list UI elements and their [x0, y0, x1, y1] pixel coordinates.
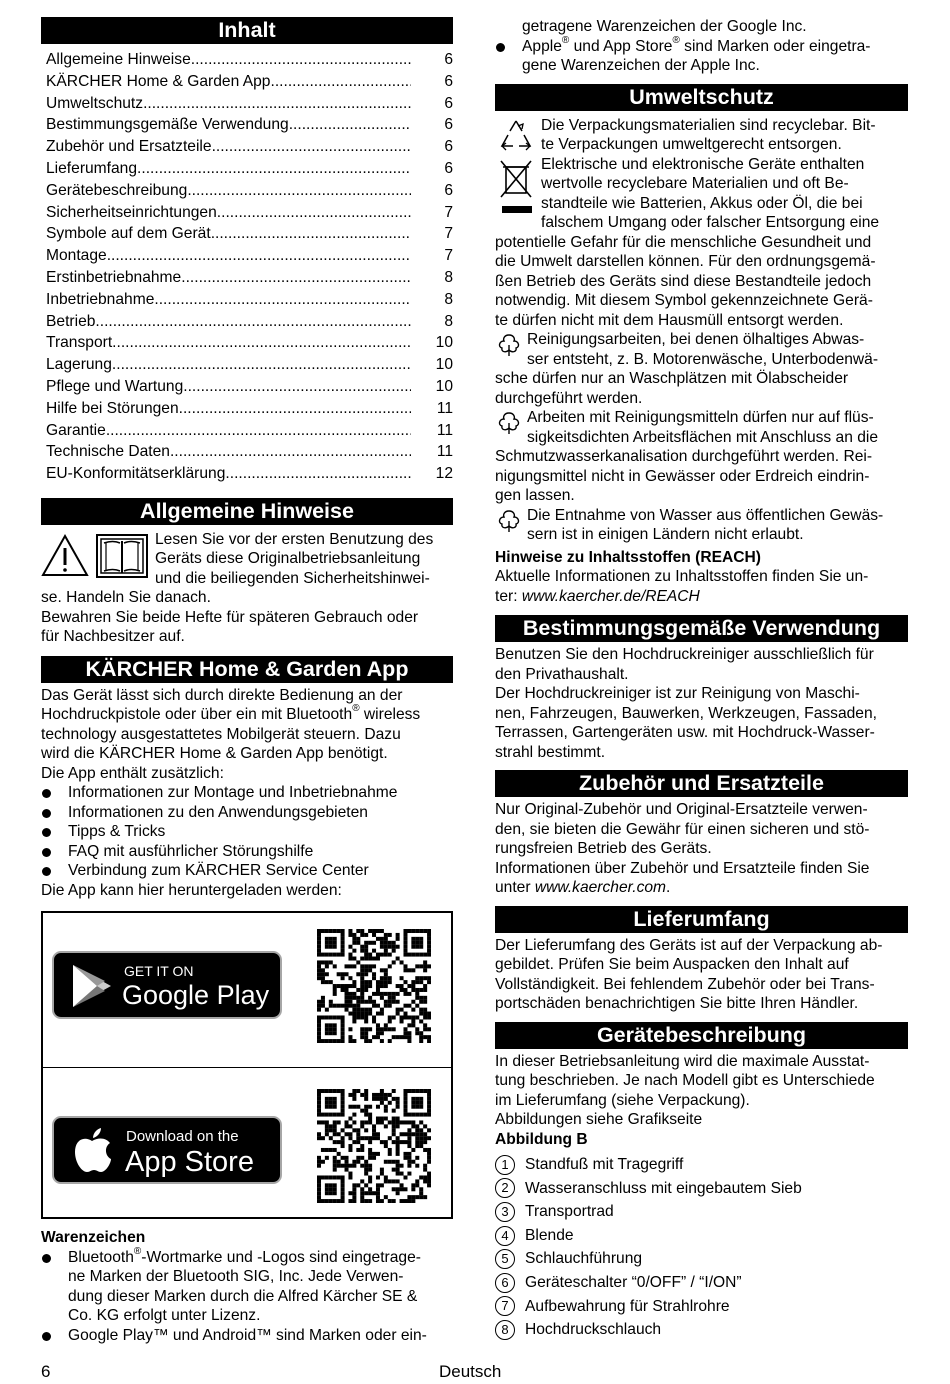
figure-reference: Abbildung B [495, 1130, 588, 1148]
toc-entry[interactable] [46, 441, 453, 463]
item-label: Geräteschalter “0/OFF” / “I/ON” [525, 1274, 742, 1292]
list-item [495, 1177, 908, 1201]
toc-entry-title: Symbole auf dem Gerät [46, 225, 211, 243]
toc-entry[interactable] [46, 158, 453, 180]
google-play-badge[interactable]: GET IT ON Google Play [52, 951, 282, 1019]
toc-entry-page: 8 [444, 268, 453, 286]
toc-leader-dots [187, 180, 411, 202]
toc-leader-dots [181, 267, 411, 289]
toc-entry-title: Inbetriebnahme [46, 290, 155, 308]
parts-list [495, 1153, 908, 1342]
item-label: Aufbewahrung für Strahlrohre [525, 1297, 730, 1315]
toc-entry[interactable] [46, 332, 453, 354]
list-item: Verbindung zum KÄRCHER Service Center [41, 861, 453, 881]
toc-entry[interactable] [46, 114, 453, 136]
toc-leader-dots [225, 463, 411, 485]
lieferumfang-text: Der Lieferumfang des Geräts ist auf der Verpackung ab- gebildet. Prüfen Sie beim Auspacken den Inhalt auf Vollständigkeit. Bei fehlendem Zubehör oder bei Trans- portschäden benachrichtigen Sie bitte Ihren Händler. [495, 936, 883, 1012]
toc-entry[interactable] [46, 93, 453, 115]
toc-leader-dots [211, 223, 411, 245]
list-item: Tipps & Tricks [41, 822, 453, 842]
environment-tree-icon [496, 509, 522, 533]
toc-leader-dots [137, 158, 411, 180]
toc-entry-title: Technische Daten [46, 443, 170, 461]
item-number-circle: 3 [495, 1202, 515, 1222]
app-text: Das Gerät lässt sich durch direkte Bedienung an der Hochdruckpistole oder über ein mit Bluetooth® wireless technology ausgestattetes Mobilgerät steuern. Dazu wird die KÄRCHER Home & Garden App benötigt. Die App enthält zusätzlich: Informationen zur Montage und Inbetriebnahme Informationen zu den Anwendungsgebieten Tipps & Tricks FAQ mit ausführlicher Störungshilfe Verbindung zum KÄRCHER Service Center Die App kann hier heruntergeladen werden: [41, 686, 453, 901]
table-of-contents [41, 47, 453, 485]
toc-entry[interactable] [46, 463, 453, 485]
toc-entry-page: 6 [444, 181, 453, 199]
toc-entry[interactable] [46, 180, 453, 202]
toc-leader-dots [112, 354, 411, 376]
toc-entry-title: EU-Konformitätserklärung [46, 465, 226, 483]
item-number-circle: 1 [495, 1155, 515, 1175]
right-column: getragene Warenzeichen der Google Inc. Apple® und App Store® sind Marken oder eingetra- gene Warenzeichen der Apple Inc. Umweltschutz Die Verpackungsmaterialien sind recyclebar. Bit- te Verpackungen umweltgerecht entsorgen. Elektrische und elektronische Geräte enthalten wertvolle recyclebare Materialien und oft Be- standteile wie Batterien, Akkus oder Öl, die bei falschem Umgang oder falscher Entsorgung eine potentielle Gefahr für die menschliche Gesundheit und die Umwelt darstellen können. Für den ordnungsgemä- ßen Betrieb des Geräts sind diese Bestandteile jedoch notwendig. Mit diesem Symbol gekennzeichnete Gerä- te dürfen nicht mit dem Hausmüll entsorgt werden. Reinigungsarbeiten, bei denen ölhaltiges Abwas- ser entsteht, z. B. Motorenwäsche, Unterbodenwä- sche dürfen nur an Waschplätzen mit Ölabscheider durchgeführt werden. Arbeiten mit Reinigungsmitteln dürfen nur auf flüs- sigkeitsdichten Arbeitsflächen mit Anschluss an die Schmutzwasserkanalisation durchgeführt werden. Rei- nigungsmittel nicht in Gewässer oder Erdreich eindrin- gen lassen. Die Entnahme von Wasser aus öffentlichen Gewäs- sern ist in einigen Ländern nicht erlaubt. Hinweise zu Inhaltsstoffen (REACH) Aktuelle Informationen zu Inhaltsstoffen finden Sie un- ter: www.kaercher.de/REACH Bestimmungsgemäße Verwendung Benutzen Sie den Hochdruckreiniger ausschließlich für den Privathaushalt. Der Hochdruckreiniger ist zur Reinigung von Maschi- nen, Fahrzeugen, Bauwerken, Werkzeugen, Fassaden, Terrassen, Gartengeräten usw. mit Hochdruck-Wasser- strahl bestimmt. Zubehör und Ersatzteile Nur Original-Zubehör und Original-Ersatzteile verwen- den, sie bieten die Gewähr für einen sicheren und stö- rungsfreien Betrieb des Geräts. Informationen über Zubehör und Ersatzteile finden Sie unter www.kaercher.com. Lieferumfang Der Lieferumfang des Geräts ist auf der Verpackung ab- gebildet. Prüfen Sie beim Auspacken den Inhalt auf Vollständigkeit. Bei fehlendem Zubehör oder bei Trans- portschäden benachrichtigen Sie bitte Ihren Händler. Gerätebeschreibung In dieser Betriebsanleitung wird die maximale Ausstat- tung beschrieben. Je nach Modell gibt es Unterschiede im Lieferumfang (siehe Verpackung). Abbildungen siehe Grafikseite Abbildung B 1 Standfuß mit Tragegriff 2 Wasseranschluss mit eingebautem Sieb 3 Transportrad 4 Blende 5 Schlauchführung 6 Geräteschalter “0/OFF” / “I/ON” 7 Aufbewahrung für Strahlrohre 8 Hochdruckschlauch [495, 17, 908, 1342]
reach-link[interactable]: www.kaercher.de/REACH [521, 587, 700, 605]
page-number: 6 [41, 1362, 51, 1381]
geraetebeschreibung-text: In dieser Betriebsanleitung wird die maximale Ausstat- tung beschrieben. Je nach Modell gibt es Unterschiede im Lieferumfang (siehe Verpackung). Abbildungen siehe Grafikseite Abbildung B 1 Standfuß mit Tragegriff 2 Wasseranschluss mit eingebautem Sieb 3 Transportrad 4 Blende 5 Schlauchführung 6 Geräteschalter “0/OFF” / “I/ON” 7 Aufbewahrung für Strahlrohre 8 Hochdruckschlauch [495, 1052, 908, 1342]
list-item: Bluetooth®-Wortmarke und -Logos sind eingetrage- [41, 1248, 453, 1268]
item-number-circle: 6 [495, 1273, 515, 1293]
zubehoer-text: Nur Original-Zubehör und Original-Ersatzteile verwen- den, sie bieten die Gewähr für einen sicheren und stö- rungsfreien Betrieb des Geräts. Informationen über Zubehör und Ersatzteile finden Sie unter www.kaercher.com. [495, 801, 870, 896]
section-heading-app: KÄRCHER Home & Garden App [41, 656, 453, 683]
qr-code-app-store [317, 1089, 431, 1203]
reach-heading: Hinweise zu Inhaltsstoffen (REACH) [495, 548, 761, 566]
toc-entry-title: Sicherheitseinrichtungen [46, 203, 217, 221]
toc-leader-dots [112, 332, 411, 354]
list-item: FAQ mit ausführlicher Störungshilfe [41, 842, 453, 862]
box-divider [43, 1067, 451, 1068]
recycling-icon [497, 118, 535, 154]
toc-entry-page: 10 [435, 356, 453, 374]
toc-entry[interactable] [46, 354, 453, 376]
crossed-out-bin-icon [497, 157, 535, 217]
item-label: Hochdruckschlauch [525, 1321, 662, 1339]
item-label: Wasseranschluss mit eingebautem Sieb [525, 1179, 802, 1197]
apple-icon [70, 1125, 114, 1175]
toc-entry-title: Allgemeine Hinweise [46, 51, 191, 68]
item-number-circle: 7 [495, 1296, 515, 1316]
toc-entry-title: Gerätebeschreibung [46, 181, 188, 199]
list-item: Informationen zu den Anwendungsgebieten [41, 803, 453, 823]
item-label: Standfuß mit Tragegriff [525, 1156, 684, 1174]
list-item [495, 1247, 908, 1271]
toc-entry-title: Hilfe bei Störungen [46, 399, 179, 417]
section-heading-zubehoer: Zubehör und Ersatzteile [495, 770, 908, 797]
toc-entry-title: Umweltschutz [46, 94, 144, 112]
toc-entry-title: KÄRCHER Home & Garden App [46, 72, 271, 90]
toc-entry-page: 11 [436, 443, 453, 461]
warning-and-manual-icons [41, 533, 149, 581]
toc-entry[interactable] [46, 376, 453, 398]
toc-leader-dots [212, 136, 411, 158]
toc-leader-dots [191, 49, 411, 71]
toc-entry[interactable] [46, 267, 453, 289]
list-item: Google Play™ und Android™ sind Marken oder ein- [41, 1326, 453, 1346]
app-store-badge[interactable]: Download on the App Store [52, 1116, 282, 1184]
toc-entry-page: 6 [444, 94, 453, 112]
toc-entry-title: Montage [46, 247, 107, 265]
item-number-circle: 4 [495, 1226, 515, 1246]
item-number-circle: 8 [495, 1320, 515, 1340]
section-heading-umweltschutz: Umweltschutz [495, 84, 908, 111]
toc-entry-page: 7 [444, 225, 453, 243]
list-item [495, 1295, 908, 1319]
toc-entry-title: Bestimmungsgemäße Verwendung [46, 116, 289, 134]
list-item [495, 1318, 908, 1342]
toc-entry-page: 12 [435, 465, 453, 483]
toc-heading: Inhalt [41, 17, 453, 44]
toc-entry-page: 6 [444, 72, 453, 90]
section-heading-allgemeine-hinweise: Allgemeine Hinweise [41, 498, 453, 525]
allgemeine-hinweise-text: Lesen Sie vor der ersten Benutzung des Geräts diese Originalbetriebsanleitung und die beiliegenden Sicherheitshinwei- se. Handeln Sie danach. Bewahren Sie beide Hefte für späteren Gebrauch oder für Nachbesitzer auf. [41, 530, 434, 646]
list-item [495, 1224, 908, 1248]
qr-code-google-play [317, 929, 431, 1043]
toc-entry[interactable] [46, 245, 453, 267]
bestimmung-text: Benutzen Sie den Hochdruckreiniger ausschließlich für den Privathaushalt. Der Hochdruckreiniger ist zur Reinigung von Maschi- nen, Fahrzeugen, Bauwerken, Werkzeugen, Fassaden, Terrassen, Gartengeräten usw. mit Hochdruck-Wasser- strahl bestimmt. [495, 646, 877, 761]
toc-entry[interactable] [46, 289, 453, 311]
trademarks-heading: Warenzeichen [41, 1229, 146, 1247]
toc-leader-dots [170, 441, 411, 463]
toc-leader-dots [183, 376, 411, 398]
toc-entry-title: Betrieb [46, 312, 96, 330]
toc-entry-page: 11 [436, 399, 453, 417]
toc-entry[interactable] [46, 223, 453, 245]
item-number-circle: 2 [495, 1178, 515, 1198]
toc-entry-page: 7 [444, 247, 453, 265]
toc-entry-title: Lagerung [46, 356, 112, 374]
toc-entry-page: 6 [444, 51, 453, 68]
item-label: Schlauchführung [525, 1250, 643, 1268]
trademarks: Warenzeichen Bluetooth®-Wortmarke und -Logos sind eingetrage- ne Marken der Bluetooth SIG, Inc. Jede Verwen- dung dieser Marken durch die Alfred Kärcher SE & Co. KG erfolgt unter Lizenz. Google Play™ und Android™ sind Marken oder ein- [41, 1228, 453, 1345]
list-item [495, 1271, 908, 1295]
environment-tree-icon [496, 411, 522, 435]
toc-leader-dots [106, 420, 411, 442]
toc-entry-title: Garantie [46, 421, 106, 439]
toc-entry-title: Lieferumfang [46, 159, 138, 177]
toc-entry-page: 10 [435, 334, 453, 352]
toc-leader-dots [217, 202, 411, 224]
registered-mark: ® [352, 703, 360, 715]
list-item [495, 1200, 908, 1224]
umweltschutz-text: Die Verpackungsmaterialien sind recyclebar. Bit- te Verpackungen umweltgerecht entsorgen. Elektrische und elektronische Geräte enthalten wertvolle recyclebare Materialien und oft Be- standteile wie Batterien, Akkus oder Öl, die bei falschem Umgang oder falscher Entsorgung eine potentielle Gefahr für die menschliche Gesundheit und die Umwelt darstellen können. Für den ordnungsgemä- ßen Betrieb des Geräts sind diese Bestandteile jedoch notwendig. Mit diesem Symbol gekennzeichnete Gerä- te dürfen nicht mit dem Hausmüll entsorgt werden. Reinigungsarbeiten, bei denen ölhaltiges Abwas- ser entsteht, z. B. Motorenwäsche, Unterbodenwä- sche dürfen nur an Waschplätzen mit Ölabscheider durchgeführt werden. Arbeiten mit Reinigungsmitteln dürfen nur auf flüs- sigkeitsdichten Arbeitsflächen mit Anschluss an die Schmutzwasserkanalisation durchgeführt werden. Rei- nigungsmittel nicht in Gewässer oder Erdreich eindrin- gen lassen. Die Entnahme von Wasser aus öffentlichen Gewäs- sern ist in einigen Ländern nicht erlaubt. Hinweise zu Inhaltsstoffen (REACH) Aktuelle Informationen zu Inhaltsstoffen finden Sie un- ter: www.kaercher.de/REACH [495, 114, 908, 607]
toc-entry[interactable] [46, 202, 453, 224]
toc-leader-dots [95, 311, 411, 333]
toc-leader-dots [107, 245, 411, 267]
toc-entry-page: 6 [444, 138, 453, 156]
section-heading-bestimmungsgemaesse-verwendung: Bestimmungsgemäße Verwendung [495, 615, 908, 642]
toc-leader-dots [179, 398, 411, 420]
toc-entry-page: 6 [444, 116, 453, 134]
toc-entry[interactable] [46, 311, 453, 333]
toc-entry-page: 11 [436, 421, 453, 439]
item-number-circle: 5 [495, 1249, 515, 1269]
section-heading-geraetebeschreibung: Gerätebeschreibung [495, 1022, 908, 1049]
left-column [41, 17, 453, 1345]
section-heading-lieferumfang: Lieferumfang [495, 906, 908, 933]
toc-leader-dots [143, 93, 411, 115]
toc-entry-page: 6 [444, 159, 453, 177]
toc-entry-page: 7 [444, 203, 453, 221]
toc-entry-title: Transport [46, 334, 113, 352]
toc-entry-page: 10 [435, 377, 453, 395]
list-item: Apple® und App Store® sind Marken oder eingetra- [495, 37, 908, 57]
toc-entry-title: Erstinbetriebnahme [46, 268, 182, 286]
toc-leader-dots [289, 114, 411, 136]
list-item [495, 1153, 908, 1177]
toc-entry[interactable] [46, 49, 453, 71]
toc-entry-title: Zubehör und Ersatzteile [46, 138, 212, 156]
toc-entry-page: 8 [444, 312, 453, 330]
toc-entry[interactable] [46, 136, 453, 158]
toc-leader-dots [270, 71, 411, 93]
toc-entry-title: Pflege und Wartung [46, 377, 184, 395]
toc-leader-dots [154, 289, 411, 311]
item-label: Blende [525, 1226, 574, 1244]
item-label: Transportrad [525, 1203, 614, 1221]
list-item: Informationen zur Montage und Inbetriebnahme [41, 783, 453, 803]
toc-entry-page: 8 [444, 290, 453, 308]
toc-entry[interactable] [46, 398, 453, 420]
warning-triangle-and-book-icon [41, 533, 149, 581]
toc-entry[interactable] [46, 71, 453, 93]
environment-tree-icon [496, 333, 522, 357]
kaercher-link[interactable]: www.kaercher.com [534, 879, 667, 896]
google-play-icon [67, 961, 117, 1011]
app-download-box [41, 911, 453, 1219]
toc-entry[interactable] [46, 420, 453, 442]
language-label: Deutsch [439, 1362, 502, 1381]
